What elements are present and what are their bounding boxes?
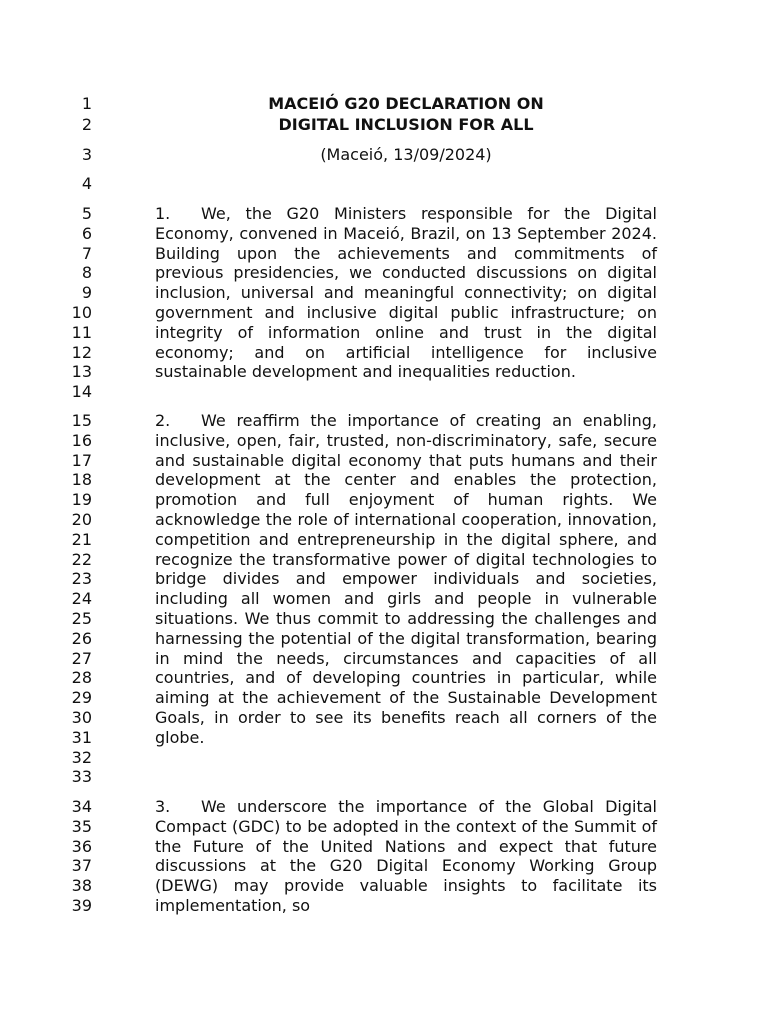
document-title-line-2: DIGITAL INCLUSION FOR ALL	[278, 115, 534, 134]
line-number: 24	[71, 589, 92, 609]
line-number: 36	[71, 836, 92, 856]
line-number: 8	[81, 263, 92, 283]
line-number: 2	[81, 115, 92, 134]
paragraph-1	[155, 204, 657, 382]
line-number: 21	[71, 529, 92, 549]
line-number: 5	[81, 204, 92, 223]
line-number: 32	[71, 747, 92, 767]
line-number: 39	[71, 896, 92, 915]
line-number: 9	[81, 283, 92, 303]
line-number: 6	[81, 223, 92, 243]
line-number: 10	[71, 303, 92, 322]
line-number: 27	[71, 648, 92, 668]
paragraph-2	[155, 411, 657, 748]
paragraph-number: 2.	[155, 411, 171, 430]
line-number: 7	[81, 243, 92, 263]
line-number: 30	[71, 708, 92, 727]
line-number: 11	[71, 322, 92, 342]
line-number: 34	[71, 797, 92, 816]
line-number: 4	[81, 174, 92, 193]
paragraph-text: We, the G20 Ministers responsible for the Digital Economy, convened in Maceió, Brazil, on 13 September 2024. Building upon the achievements and commitments of previous presidencies, we conducted discussions on digital inclusion, universal and meaningful connectivity; on digital government and inclusive digital public infrastructure; on integrity of information online and trust in the digital economy; and on artificial intelligence for inclusive sustainable development and inequalities reduction.	[155, 204, 657, 382]
line-number: 18	[71, 470, 92, 490]
line-number: 26	[71, 628, 92, 648]
line-number: 38	[71, 876, 92, 896]
line-number: 37	[71, 856, 92, 876]
paragraph-number: 1.	[155, 204, 171, 223]
line-number: 28	[71, 668, 92, 688]
line-number: 13	[71, 362, 92, 382]
line-number: 15	[71, 411, 92, 430]
paragraph-number: 3.	[155, 797, 171, 816]
line-number: 31	[71, 727, 92, 747]
line-number: 12	[71, 342, 92, 362]
document-date: (Maceió, 13/09/2024)	[320, 145, 492, 164]
line-number: 16	[71, 430, 92, 450]
paragraph-text: We underscore the importance of the Global Digital Compact (GDC) to be adopted in the context of the Summit of the Future of the United Nations and expect that future discussions at the G20 Digital Economy Working Group (DEWG) may provide valuable insights to facilitate its implementation, so	[155, 797, 657, 915]
document-title-line-1: MACEIÓ G20 DECLARATION ON	[268, 94, 544, 113]
line-number: 17	[71, 450, 92, 470]
line-number: 22	[71, 549, 92, 569]
paragraph-text: We reaffirm the importance of creating an enabling, inclusive, open, fair, trusted, non-discriminatory, safe, secure and sustainable digital economy that puts humans and their development at the center and enables the protection, promotion and full enjoyment of human rights. We acknowledge the role of international cooperation, innovation, competition and entrepreneurship in the digital sphere, and recognize the transformative power of digital technologies to bridge divides and empower individuals and societies, including all women and girls and people in vulnerable situations. We thus commit to addressing the challenges and harnessing the potential of the digital transformation, bearing in mind the needs, circumstances and capacities of all countries, and of developing countries in particular, while aiming at the achievement of the Sustainable Development Goals, in order to see its benefits reach all corners of the globe.	[155, 411, 657, 747]
line-number: 35	[71, 816, 92, 836]
line-number: 29	[71, 688, 92, 708]
line-number: 33	[71, 767, 92, 787]
line-number: 19	[71, 490, 92, 510]
line-number: 14	[71, 382, 92, 402]
paragraph-3	[155, 797, 657, 916]
line-number: 3	[81, 145, 92, 164]
line-number: 23	[71, 569, 92, 589]
line-number: 20	[71, 510, 92, 529]
line-number: 25	[71, 609, 92, 628]
line-number: 1	[81, 94, 92, 113]
